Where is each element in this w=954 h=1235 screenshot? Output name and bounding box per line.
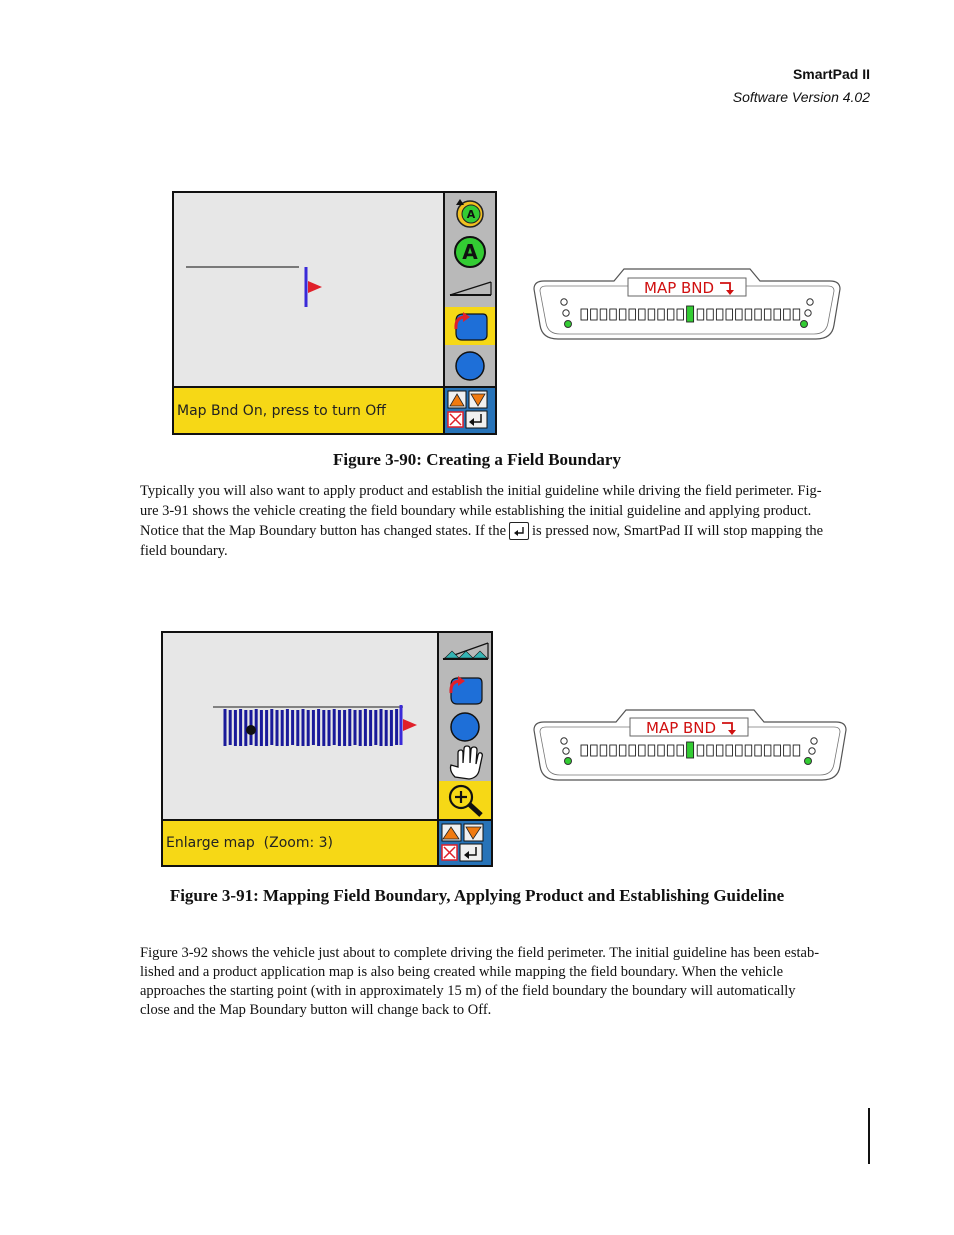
a-plus-cycle-button[interactable] xyxy=(445,195,495,231)
vehicle-direction-flag xyxy=(403,719,417,731)
led-segment xyxy=(784,745,791,756)
led-segment xyxy=(581,745,588,756)
svg-text:A: A xyxy=(462,240,478,264)
led-segment xyxy=(600,309,607,320)
led-segment xyxy=(619,745,626,756)
paragraph-1 xyxy=(140,481,870,561)
led-segment xyxy=(774,309,781,320)
paragraph-1-line3-start: Notice that the Map Boundary button has changed states. If the xyxy=(140,523,507,539)
led-segment xyxy=(736,309,743,320)
led-segment xyxy=(745,745,752,756)
led-segment xyxy=(619,309,626,320)
led-segment xyxy=(667,309,674,320)
figure90-status-text: Map Bnd On, press to turn Off xyxy=(177,402,386,419)
enter-icon[interactable] xyxy=(460,844,482,861)
led-segment xyxy=(793,309,800,320)
paragraph-2-line: lished and a product application map is also being created while mapping the field boundary. When the vehicle xyxy=(140,964,784,980)
figure90-caption: Figure 3-90: Creating a Field Boundary xyxy=(333,450,621,469)
figure90-map-area xyxy=(174,193,444,386)
figure90-lightbar-graphic xyxy=(528,267,846,345)
led-segment xyxy=(793,745,800,756)
led-segment xyxy=(784,309,791,320)
led-segment xyxy=(639,745,646,756)
paragraph-1-line xyxy=(140,521,870,541)
enter-icon[interactable] xyxy=(466,411,487,428)
boom-sections-icon xyxy=(440,637,490,665)
led-segment xyxy=(610,309,617,320)
led-segment xyxy=(639,309,646,320)
figure90-lightbar-label: MAP BND xyxy=(644,279,715,297)
figure90-side-buttons xyxy=(443,193,495,388)
a-point-button[interactable] xyxy=(445,233,495,271)
led-segment xyxy=(716,745,723,756)
paragraph-1-line3-end: is pressed now, SmartPad II will stop mapping the xyxy=(532,523,824,539)
led-segment xyxy=(600,745,607,756)
a-plus-cycle-icon xyxy=(453,196,487,230)
header-software-version: Software Version 4.02 xyxy=(732,89,870,105)
boom-sections-button[interactable] xyxy=(439,635,491,667)
a-point-icon xyxy=(452,234,488,270)
figure90-screen xyxy=(172,191,497,435)
figure91-status-text: Enlarge map (Zoom: 3) xyxy=(166,835,334,851)
map-boundary-icon xyxy=(450,309,490,343)
led-segment xyxy=(745,309,752,320)
a-point-marker xyxy=(246,725,256,735)
figure91-lightbar-graphic xyxy=(528,708,852,788)
led-segment xyxy=(667,745,674,756)
svg-text:A: A xyxy=(466,208,476,221)
paragraph-2-line: Figure 3-92 shows the vehicle just about to complete driving the field perimeter. The initial guideline has been estab- xyxy=(140,945,820,961)
enter-key-icon xyxy=(509,522,529,540)
blue-circle-icon xyxy=(453,349,487,383)
figure90-status-bar xyxy=(174,386,444,433)
led-segment xyxy=(764,745,771,756)
figure91-map-area xyxy=(163,633,438,819)
pan-button[interactable] xyxy=(439,745,491,781)
figure91-nav-buttons xyxy=(437,819,491,865)
led-segment xyxy=(716,309,723,320)
led-segment xyxy=(658,309,665,320)
paragraph-2-line: approaches the starting point (with in approximately 15 m) of the field boundary the boundary will automatically xyxy=(140,983,796,999)
led-segment xyxy=(707,745,714,756)
figure91-caption: Figure 3-91: Mapping Field Boundary, Applying Product and Establishing Guideline xyxy=(169,886,785,905)
blue-circle-icon xyxy=(448,710,482,744)
paragraph-2-line: close and the Map Boundary button will change back to Off. xyxy=(140,1002,492,1018)
figure91-screen xyxy=(161,631,493,867)
boom-height-icon xyxy=(447,278,493,298)
led-segment xyxy=(581,309,588,320)
led-segment xyxy=(755,309,762,320)
led-segment xyxy=(648,745,655,756)
figure91-status-bar xyxy=(163,819,438,865)
led-segment xyxy=(610,745,617,756)
zoom-in-button[interactable] xyxy=(439,781,491,819)
figure91-lightbar xyxy=(528,708,852,788)
led-segment xyxy=(755,745,762,756)
figure90-nav-icons xyxy=(445,388,495,433)
hand-pan-icon xyxy=(445,745,485,781)
map-boundary-button[interactable] xyxy=(445,307,495,345)
led-segment xyxy=(629,745,636,756)
led-center-green xyxy=(687,742,694,758)
figure90-lightbar xyxy=(528,267,846,345)
led-segment xyxy=(591,745,598,756)
led-segment xyxy=(726,309,733,320)
led-segment xyxy=(764,309,771,320)
led-segment xyxy=(648,309,655,320)
led-segment xyxy=(591,309,598,320)
led-segment xyxy=(697,309,704,320)
figure91-side-buttons xyxy=(437,633,491,821)
led-segment xyxy=(629,309,636,320)
led-center-green xyxy=(687,306,694,322)
paragraph-1-line: Typically you will also want to apply product and establish the initial guideline while driving the field perimeter. Fig- xyxy=(140,483,822,499)
circle-button[interactable] xyxy=(445,347,495,385)
led-segment xyxy=(707,309,714,320)
paragraph-1-line: field boundary. xyxy=(140,543,228,559)
map-boundary-icon xyxy=(445,673,485,707)
circle-button[interactable] xyxy=(439,709,491,745)
figure91-nav-icons xyxy=(439,821,491,865)
led-segment xyxy=(677,745,684,756)
map-boundary-button[interactable] xyxy=(439,671,491,709)
paragraph-1-line: ure 3-91 shows the vehicle creating the field boundary while establishing the initial guideline and applying product. xyxy=(140,503,812,519)
zoom-in-icon xyxy=(445,782,485,818)
figure90-nav-buttons xyxy=(443,386,495,433)
header-product-title: SmartPad II xyxy=(792,66,870,82)
led-segment xyxy=(736,745,743,756)
led-segment xyxy=(658,745,665,756)
led-segment xyxy=(677,309,684,320)
boom-height-button[interactable] xyxy=(445,273,495,303)
led-segment xyxy=(774,745,781,756)
figure90-map-canvas xyxy=(174,193,444,386)
paragraph-2 xyxy=(140,944,870,1020)
change-bar xyxy=(868,1108,870,1164)
figure91-lightbar-label: MAP BND xyxy=(646,719,717,737)
led-segment xyxy=(697,745,704,756)
figure91-map-canvas xyxy=(163,633,438,819)
vehicle-direction-flag xyxy=(308,281,322,293)
led-segment xyxy=(726,745,733,756)
